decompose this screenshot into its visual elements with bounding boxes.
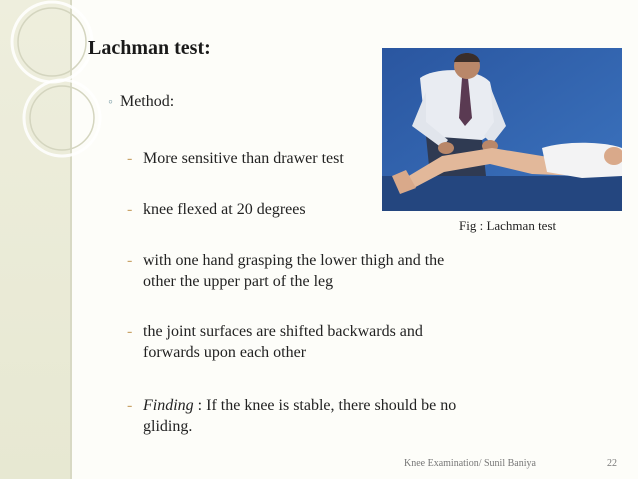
dash-bullet: -: [127, 201, 133, 218]
dash-bullet: -: [127, 397, 133, 414]
list-item: [127, 321, 457, 363]
page-number: 22: [607, 458, 617, 469]
list-item-text: knee flexed at 20 degrees: [143, 201, 306, 218]
finding-label: Finding: [143, 397, 194, 414]
footer-text: Knee Examination/ Sunil Baniya: [404, 458, 536, 469]
list-item-text: with one hand grasping the lower thigh and the other the upper part of the leg: [143, 252, 445, 290]
clinical-examination-illustration: [382, 48, 622, 211]
method-label: Method:: [119, 93, 175, 110]
method-heading: [108, 93, 174, 111]
list-item: [127, 250, 457, 292]
dash-bullet: -: [127, 323, 133, 340]
list-item: [127, 148, 377, 169]
list-item-text: More sensitive than drawer test: [143, 150, 344, 167]
lachman-test-photo: [382, 48, 622, 211]
figure-caption: Fig : Lachman test: [459, 218, 557, 233]
slide-title: Lachman test:: [88, 37, 211, 59]
list-item: [127, 395, 457, 437]
dash-bullet: -: [127, 150, 133, 167]
list-item: [127, 199, 377, 220]
list-item-text: the joint surfaces are shifted backwards and forwards upon each other: [143, 323, 423, 361]
list-item-text: [143, 395, 457, 437]
circle-bullet-icon: ◦: [108, 95, 113, 110]
finding-text: : If the knee is stable, there should be no gliding.: [143, 397, 457, 435]
decorative-circles-icon: [0, 0, 120, 170]
dash-bullet: -: [127, 252, 133, 269]
